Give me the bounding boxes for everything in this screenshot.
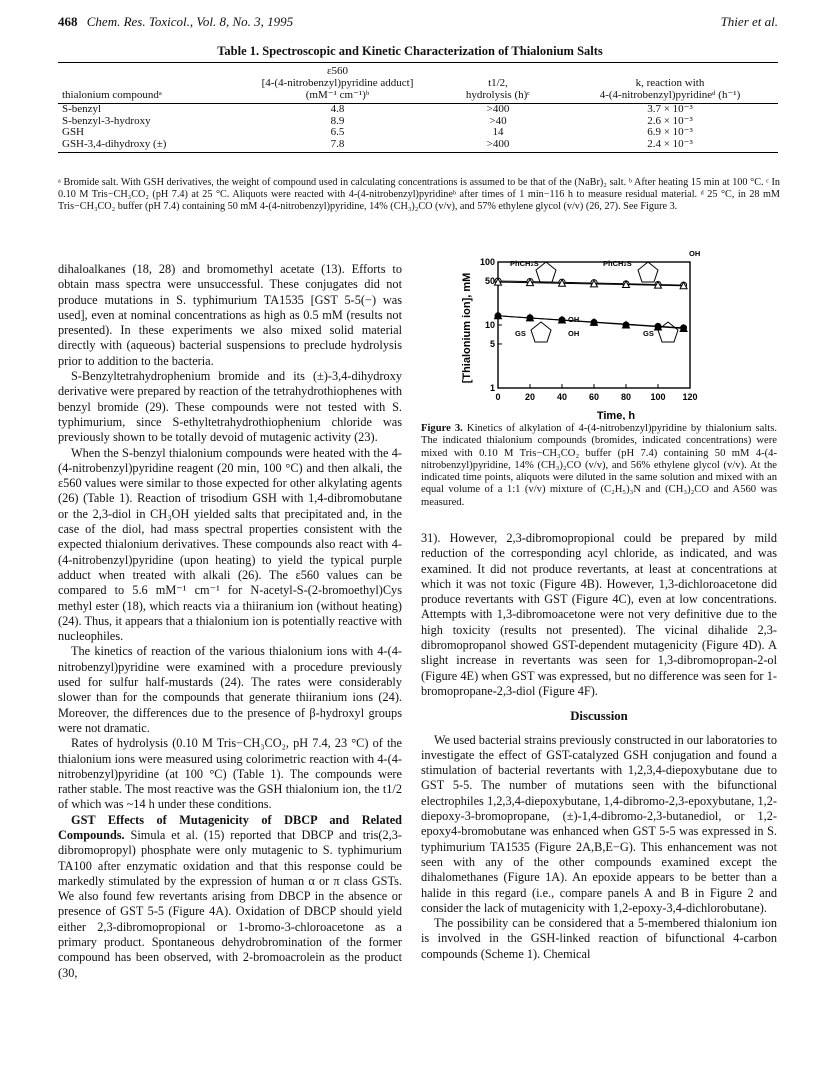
cell-epsilon: 4.8 (330, 103, 345, 115)
table-header-row (58, 63, 778, 104)
y-tick-label: 1 (489, 383, 495, 393)
chart-axes (480, 257, 698, 402)
header-authors: Thier et al. (720, 14, 778, 29)
x-tick-label: 20 (524, 392, 536, 402)
x-tick-label: 40 (556, 392, 568, 402)
cell-compound: GSH (62, 126, 85, 138)
cell-epsilon: 6.5 (330, 126, 345, 138)
right-para-3: The possibility can be considered that a 5-membered thialonium ion is involved in the GSH-linked reaction of bifunctional 4-carbon compounds (Scheme 1). Chemical (421, 916, 777, 961)
chart-xlabel: Time, h (596, 410, 636, 420)
struct-label-phch2s-b: PhCH₂S (603, 259, 632, 268)
right-column (421, 531, 777, 962)
table-1 (58, 62, 778, 153)
ring-gsh-dihydroxy (531, 322, 551, 342)
th-epsilon (241, 63, 434, 104)
y-tick-label: 100 (479, 257, 495, 267)
figure-caption-text: Kinetics of alkylation of 4-(4-nitrobenzyl)pyridine by thialonium salts. The indicated thialonium compounds (bromides, indicated concentrations) were mixed with 0.10 M Tris−CH₃CO₂ buffer (pH 7.4) containing 50 mM 4-(4-nitrobenzyl)pyridine, 14% (CH₃)₂CO (v/v), and 56% ethylene glycol (v/v). At the indicated time points, aliquots were diluted in the same solution and mixed with an equal volume of a 1:1 (v/v) mixture of (C₂H₅)₃N and (CH₃)₂CO and A560 was measured. (421, 423, 777, 508)
th-halflife-l1: t1/2, (488, 77, 508, 89)
struct-label-gs-b: GS (643, 329, 654, 338)
cell-k: 3.7 × 10⁻³ (647, 103, 693, 115)
cell-halflife: 14 (492, 126, 504, 138)
y-tick-label: 10 (484, 320, 495, 330)
figure-3-caption (421, 423, 777, 509)
cell-halflife: >400 (486, 103, 510, 115)
ring-benzyl-hydroxy (638, 262, 658, 282)
struct-label-gs-a: GS (515, 329, 526, 338)
chart-ylabel: [Thialonium ion], mM (461, 272, 473, 384)
x-tick-label: 100 (650, 392, 666, 402)
runin-heading: GST Effects of Mutagenicity of DBCP and Related Compounds. (58, 812, 402, 842)
th-k-l1: k, reaction with (635, 77, 705, 89)
x-tick-label: 60 (588, 392, 600, 402)
th-epsilon-l2: [4-(4-nitrobenzyl)pyridine adduct] (261, 77, 414, 89)
right-para-1: 31). However, 2,3-dibromopropional could be prepared by mild reduction of the corresponding acyl chloride, as indicated, and was examined. It did not produce revertants, at least at concentrations at which it was not toxic (Figure 4B). However, 1,3-dichloroacetone did produce revertants with GST (Figure 4C), even at low concentrations. Attempts with 1,3-dibromoacetone were not very definitive due to the high toxicity (results not presented). The vicinal dihalide 2,3-dibromopropanol showed GST-dependent mutagenicity (Figure 4D). A slight increase in revertants was seen for 1,3-dibromopropan-2-ol (Figure 4E) when GST was expressed, but no difference was seen for 1-bromopropane-2,3-diol (Figure 4F). (421, 531, 777, 698)
table-footnote: ᵃ Bromide salt. With GSH derivatives, the weight of compound used in calculating concentrations is assumed to be that of the (NaBr)₂ salt. ᵇ After heating 15 min at 100 °C. ᶜ In 0.10 M Tris−CH₃CO₂ (pH 7.4) at 25 °C. Aliquots were reacted with 4-(4-nitrobenzyl)pyridineᵇ after times of 1 min−116 h to measure residual material. ᵈ 25 °C, in 28 mM Tris−CH₃CO₂ buffer (pH 7.4) containing 50 mM 4-(4-nitrobenzyl)pyridine, 14% (CH₃)₂CO (v/v), and 57% ethylene glycol (v/v) (26, 27). See Figure 3. (58, 177, 780, 212)
right-para-2: We used bacterial strains previously constructed in our laboratories to investigate the effect of GST-catalyzed GSH conjugation and found a stimulation of bacterial revertants with 1,2,3,4-diepoxybutane due to GST 5-5. The number of mutations seen with the bifunctional electrophiles 1,2,3,4-diepoxybutane, 1,4-dibromo-2,3-epoxybutane, 1,2-diepoxy-3-bromopropane, (±)-1,4-dibromo-2,3-butanediol, or 1,2-epoxy4-bromobutane was enhanced when GST 5-5 was expressed in S. typhimurium TA1535 (Figure 2A,B,E−G). This enhancement was not seen with any of the other compounds examined except the dihalomethanes (Figure 1A). An epoxide appears to be better than a halide in this regard (i.e., compare panels A and B in Figure 2 and consider the lack of mutagenicity with 1,2-epoxy-3,4-dichlorobutane). (421, 732, 777, 915)
y-tick-label: 50 (484, 275, 495, 286)
cell-epsilon: 7.8 (241, 139, 434, 153)
y-tick-label: 5 (489, 338, 495, 349)
table-body (58, 104, 778, 153)
cell-compound: S-benzyl (62, 103, 102, 115)
left-para-1: dihaloalkanes (18, 28) and bromomethyl acetate (13). Efforts to obtain mass spectra were unsuccessful. These conjugates did not produce mutations in S. typhimurium TA1535 [GST 5-5(−) was used], even at nominal concentrations as high as 0.5 mM (results not presented). In these experiments we also mixed solid material directly with (aqueous) bacterial suspensions to preclude hydrolysis prior to addition to the bacteria. (58, 262, 402, 368)
left-para-4: The kinetics of reaction of the various thialonium ions with 4-(4-nitrobenzyl)pyridine were examined with a procedure previously used for sulfur half-mustards (24). The rates were considerably slower than for the compounds that generate thiiranium ions (24). Moreover, the differences due to the presence of β-hydroxyl groups were not dramatic. (58, 644, 402, 735)
page-number: 468 (58, 14, 78, 29)
x-tick-label: 80 (620, 392, 632, 402)
struct-label-phch2s-a: PhCH₂S (510, 259, 539, 268)
x-tick-label: 0 (495, 392, 501, 402)
runin-text: Simula et al. (15) reported that DBCP and tris(2,3-dibromopropyl) phosphate were only mutagenic to S. typhimurium TA100 after enzymatic oxidation and that this response could be markedly stimulated by the expression of human α or π class GSTs. We also found few revertants arising from DBCP in the absence or presence of GST 5-5 (Figure 4A). Oxidation of DBCP should yield either 2,3-dibromopropional or 1-bromo-3-chloroacetone as a primary product. Spontaneous dehydrobromination of the former compound has been observed, with 2-bromoacrolein as the product (30, (58, 827, 402, 980)
struct-label-oh-c: OH (568, 329, 580, 338)
cell-halflife: >40 (489, 114, 507, 127)
ring-benzyl (536, 262, 556, 282)
th-k (562, 63, 778, 104)
cell-k: 6.9 × 10⁻³ (647, 126, 693, 138)
th-halflife (434, 63, 562, 104)
left-para-5: Rates of hydrolysis (0.10 M Tris−CH₃CO₂, pH 7.4, 23 °C) of the thialonium ions were measured using colorimetric reaction with 4-(4-nitrobenzyl)pyridine (at 100 °C) (Table 1). The compounds were rather stable. The most reactive was the GSH thialonium ion, the t1/2 of which was ~14 h under these conditions. (58, 736, 402, 812)
th-compound: thialonium compoundᵃ (58, 63, 241, 104)
left-para-2: S-Benzyltetrahydrophenium bromide and its (±)-3,4-dihydroxy derivative were prepared by reaction of the tetrahydrothiophenes with benzyl bromide (29). These compounds were not tested with S. typhimurium, since S-ethyltetrahydrothiophenium chloride was previously shown to be totally devoid of mutagenic activity (23). (58, 369, 402, 445)
table-row (58, 127, 778, 139)
th-halflife-l2: hydrolysis (h)ᶜ (465, 89, 531, 101)
cell-epsilon: 8.9 (330, 114, 345, 127)
running-header (58, 14, 778, 32)
figure-caption-label: Figure 3. (421, 423, 463, 434)
th-epsilon-l1: ε560 (326, 65, 349, 77)
cell-k: 2.6 × 10⁻³ (647, 114, 693, 127)
cell-halflife: >400 (434, 139, 562, 153)
x-tick-label: 120 (682, 392, 698, 402)
th-k-l2: 4-(4-nitrobenzyl)pyridineᵈ (h⁻¹) (599, 89, 741, 101)
left-para-6 (58, 813, 402, 981)
cell-k: 2.4 × 10⁻³ (562, 139, 778, 153)
left-para-3: When the S-benzyl thialonium compounds were heated with the 4-(4-nitrobenzyl)pyridine reagent (20 min, 100 °C) and then alkali, the ε560 values were similar to those expected for other alkylating agents (26) (Table 1). Reaction of trisodium GSH with 1,4-dibromobutane or the 2,3-diol in CH₃OH yielded salts that precipitated and, in the case of the diol, had mass spectral properties consistent with the expected thialonium derivatives. These compounds also react with 4-(4-nitrobenzyl)pyridine (upon heating) to yield the typical purple adduct when treated with alkali (26). The ε560 values can be compared to 5.6 mM⁻¹ cm⁻¹ for N-acetyl-S-(2-bromoethyl)Cys methyl ester (18), which reacts via a thiiranium ion (without heating) (24). Thus, it appears that a thialonium ion is potentially reactive with nucleophiles. (58, 445, 402, 644)
header-left (58, 14, 293, 30)
journal-citation: Chem. Res. Toxicol., Vol. 8, No. 3, 1995 (86, 14, 294, 29)
figure-3-chart (458, 248, 758, 420)
table-row (58, 104, 778, 116)
struct-label-oh-a: OH (689, 249, 701, 258)
cell-compound: GSH-3,4-dihydroxy (±) (58, 139, 241, 153)
table-caption: Table 1. Spectroscopic and Kinetic Characterization of Thialonium Salts (217, 44, 603, 58)
cell-compound: S-benzyl-3-hydroxy (62, 114, 151, 127)
struct-label-oh-b: OH (568, 315, 580, 324)
section-heading-discussion: Discussion (570, 709, 628, 724)
table-row (58, 139, 778, 153)
chart-marks (495, 278, 688, 332)
th-epsilon-l3: (mM⁻¹ cm⁻¹)ᵇ (305, 89, 370, 101)
left-column (58, 262, 402, 981)
